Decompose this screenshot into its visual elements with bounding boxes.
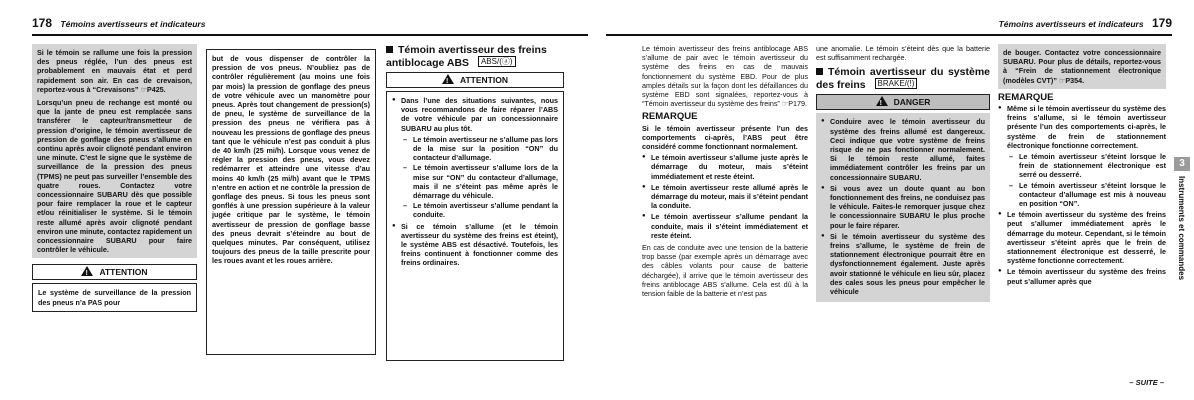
abs-section-title: Témoin avertisseur des freins antiblocage ABS ABS/(ⓐ) (386, 44, 547, 69)
attention-header-tpms: !ATTENTION (32, 264, 197, 280)
attention-header-abs: !ATTENTION (386, 72, 564, 88)
tpms-note-box (32, 44, 197, 258)
left-header-rule (32, 34, 588, 36)
danger-continued-box (998, 44, 1166, 89)
right-col-3 (998, 44, 1166, 288)
abs-attention-dash-2: – Le témoin avertisseur s’allume lors de la mise sur “ON” du contacteur d’allumage, mais il ne s’éteint pas même après le démarrage du véhicule. (401, 163, 558, 200)
abs-attention-bullet-1: ● Dans l’une des situations suivantes, nous vous recommandons de faire réparer l’ABS de votre véhicule par un concessionnaire SUBARU au plus tôt. – Le témoin avertisseur ne s’allume pas lors de la mise sur la position “ON” du contacteur d’allumage. – Le témoin avertisseur s’allume lors de la mise sur “ON” du contacteur d’allumage, mais il ne s’éteint pas même après le démarrage du véhicule. – Le témoin avertisseur s’allume pendant la conduite. (392, 96, 558, 220)
brake-remark-dash-1: – Le témoin avertisseur s’éteint lorsque le frein de stationnement électronique est serré ou desserré. (1007, 152, 1166, 180)
tpms-note-paragraph-1: Si le témoin se rallume une fois la pression des pneus réglée, l’un des pneus est probablement en mauvais état et perd rapidement son air. En cas de crevaison, reportez-vous à “Crevaisons” ☞P425. (37, 48, 192, 94)
tpms-attention-continued-text: but de vous dispenser de contrôler la pression de vos pneus. N’oubliez pas de contrôler régulièrement (au moins une fois par mois) la pression de gonflage des pneus de votre véhicule avec un manomètre pour pneus. Après tout changement de pression(s) de pneu, le système de surveillance de la pression des pneus ne vérifiera pas à nouveau les pressions de gonflage des pneus tant que le véhicule n’est pas conduit à plus de 40 km/h (25 mi/h). Lorsque vous venez de régler la pression des pneus, vous devez redémarrer et atteindre une vitesse d’au moins 40 km/h (25 mi/h) avant que le TPMS n’entre en action et ne contrôle la pression de gonflage des pneus. Si tous les pneus sont gonflés à une pression supérieure à la valeur jugée critique par le système, le témoin avertisseur de pression de gonflage basse des pneus devrait s’éteindre au bout de quelques minutes. Par conséquent, utilisez toujours des pneus de la taille prescrite pour les roues avant et les roues arrière. (212, 54, 370, 266)
danger-continued-text: de bouger. Contactez votre concessionnaire SUBARU. Pour plus de détails, reportez-vous à “Frein de stationnement électronique (modèles CVT)” ☞P354. (1003, 48, 1161, 85)
left-header (32, 16, 572, 32)
brake-section-title: Témoin avertisseur du système des freins BRAKE/(!) (816, 66, 990, 92)
chapter-number-tab: 3 (1174, 157, 1190, 171)
right-header (606, 16, 1172, 32)
abs-attention-dash-3: – Le témoin avertisseur s’allume pendant la conduite. (401, 201, 558, 219)
section-square-icon (816, 68, 823, 75)
left-col-1 (32, 44, 197, 312)
right-running-title: Témoins avertisseurs et indicateurs (998, 19, 1144, 29)
left-page (0, 0, 588, 400)
right-page-number: 179 (1151, 16, 1172, 30)
warning-triangle-icon (442, 74, 454, 84)
left-col-3 (386, 44, 564, 361)
attention-text-tpms: Le système de surveillance de la pression des pneus n’a PAS pour (38, 288, 191, 307)
battery-voltage-text: En cas de conduite avec une tension de la batterie trop basse (par exemple après un démarrage avec des câbles volants pour cause de batterie déchargée), il arrive que le témoin avertisseur des freins antiblocage ABS s’allume. Cela est dû à la tension faible de la batterie et n’est pas (642, 243, 808, 299)
brake-remark-dash-2: – Le témoin avertisseur s’éteint lorsque le contacteur d’allumage est mis à nouveau en position “ON”. (1007, 181, 1166, 209)
brake-danger-bullet-2: ● Si vous avez un doute quant au bon fonctionnement des freins, ne conduisez pas le véhicule. Faites-le remorquer jusque chez le concessionnaire SUBARU le plus proche pour le faire réparer. (821, 184, 985, 230)
chapter-side-label: Instruments et commandes (1177, 176, 1186, 281)
brake-remark-bullet-2: ● Le témoin avertisseur du système des freins peut s’allumer immédiatement après le démarrage du moteur. Cependant, si le témoin avertisseur s’éteint après que le frein de stationnement électronique est desserré, le système fonctionne correctement. (998, 210, 1166, 265)
battery-continued-text: une anomalie. Le témoin s’éteint dès que la batterie est suffisamment rechargée. (816, 44, 990, 63)
ebd-intro-text: Le témoin avertisseur des freins antiblocage ABS s’allume de pair avec le témoin avertisseur du système des freins en cas de mauvais fonctionnement du système EBD. Pour de plus amples détails sur la façon dont les défaillances du système EBD sont signalées, reportez-vous à “Témoin avertisseur du système des freins” ☞P179. (642, 44, 808, 109)
left-running-title: Témoins avertisseurs et indicateurs (60, 19, 206, 29)
left-page-number: 178 (32, 16, 53, 30)
brake-danger-bullet-3: ● Si le témoin avertisseur du système des freins s’allume, le système de frein de stationnement électronique pourrait être en dysfonctionnement également. Juste après avoir stationné le véhicule en lieu sûr, placez des cales sous les pneus pour empêcher le véhicule (821, 232, 985, 296)
left-col-2 (206, 49, 376, 355)
abs-attention-bullet-2: ● Si ce témoin s’allume (et le témoin avertisseur du système des freins est éteint), le système ABS est désactivé. Toutefois, les freins continuent à fonctionner comme des freins ordinaires. (392, 222, 558, 268)
danger-box-brake (816, 113, 990, 302)
warning-triangle-icon (81, 266, 93, 276)
abs-remark-bullet-3: ● Le témoin avertisseur s’allume pendant la conduite, mais il s’éteint immédiatement et reste éteint. (642, 212, 808, 240)
tpms-note-paragraph-2: Lorsqu’un pneu de rechange est monté ou que la jante de pneu est remplacée sans transférer le capteur/transmetteur de pression d’origine, le témoin avertisseur de pression de gonflage des pneus s’allume en continu après avoir clignoté pendant environ une minute. C’est le signe que le système de surveillance de la pression des pneus (TPMS) ne peut pas surveiller l’ensemble des quatre roues. Contactez votre concessionnaire SUBARU dès que possible pour faire remplacer la roue et le capteur et/ou réinitialiser le système. Si le témoin reste allumé après avoir clignoté pendant environ une minute, contactez rapidement un concessionnaire SUBARU pour faire contrôler le véhicule. (37, 98, 192, 255)
abs-remark-bullet-2: ● Le témoin avertisseur reste allumé après le démarrage du moteur, mais il s’éteint pendant la conduite. (642, 183, 808, 211)
abs-remark-text: Si le témoin avertisseur présente l’un des comportements ci-après, l’ABS peut être considéré comme fonctionnant normalement. (642, 123, 808, 152)
right-header-rule (606, 34, 1172, 36)
danger-header-brake: !DANGER (816, 94, 990, 110)
right-col-1 (642, 44, 808, 302)
brake-warning-icon: BRAKE/(!) (875, 78, 918, 89)
brake-remark-heading: REMARQUE (998, 91, 1054, 103)
danger-triangle-icon (876, 96, 888, 106)
right-col-2 (816, 44, 990, 302)
attention-box-tpms (32, 283, 197, 311)
brake-danger-bullet-1: ● Conduire avec le témoin avertisseur du système des freins allumé est dangereux. Ceci indique que votre système de freins risque de ne pas fonctionner normalement. Si le témoin reste allumé, faites immédiatement contrôler les freins par un concessionnaire SUBARU. (821, 117, 985, 181)
abs-warning-icon: ABS/(ⓐ) (478, 56, 516, 67)
continued-marker: – SUITE – (1129, 378, 1164, 387)
abs-remark-heading: REMARQUE (642, 111, 698, 123)
right-page (606, 0, 1194, 400)
abs-remark-bullet-1: ● Le témoin avertisseur s’allume juste après le démarrage du moteur, mais s’éteint immédiatement et reste éteint. (642, 153, 808, 181)
brake-remark-bullet-3: ● Le témoin avertisseur du système des freins peut s’allumer après que (998, 267, 1166, 285)
abs-attention-dash-1: – Le témoin avertisseur ne s’allume pas lors de la mise sur la position “ON” du contacteur d’allumage. (401, 135, 558, 163)
brake-remark-bullet-1: ● Même si le témoin avertisseur du système des freins s’allume, si le témoin avertisseur présente l’un des comportements ci-après, le système de frein de stationnement électronique fonctionne correctement. – Le témoin avertisseur s’éteint lorsque le frein de stationnement électronique est serré ou desserré. – Le témoin avertisseur s’éteint lorsque le contacteur d’allumage est mis à nouveau en position “ON”. (998, 104, 1166, 208)
section-square-icon (386, 46, 393, 53)
attention-box-abs (386, 91, 564, 361)
